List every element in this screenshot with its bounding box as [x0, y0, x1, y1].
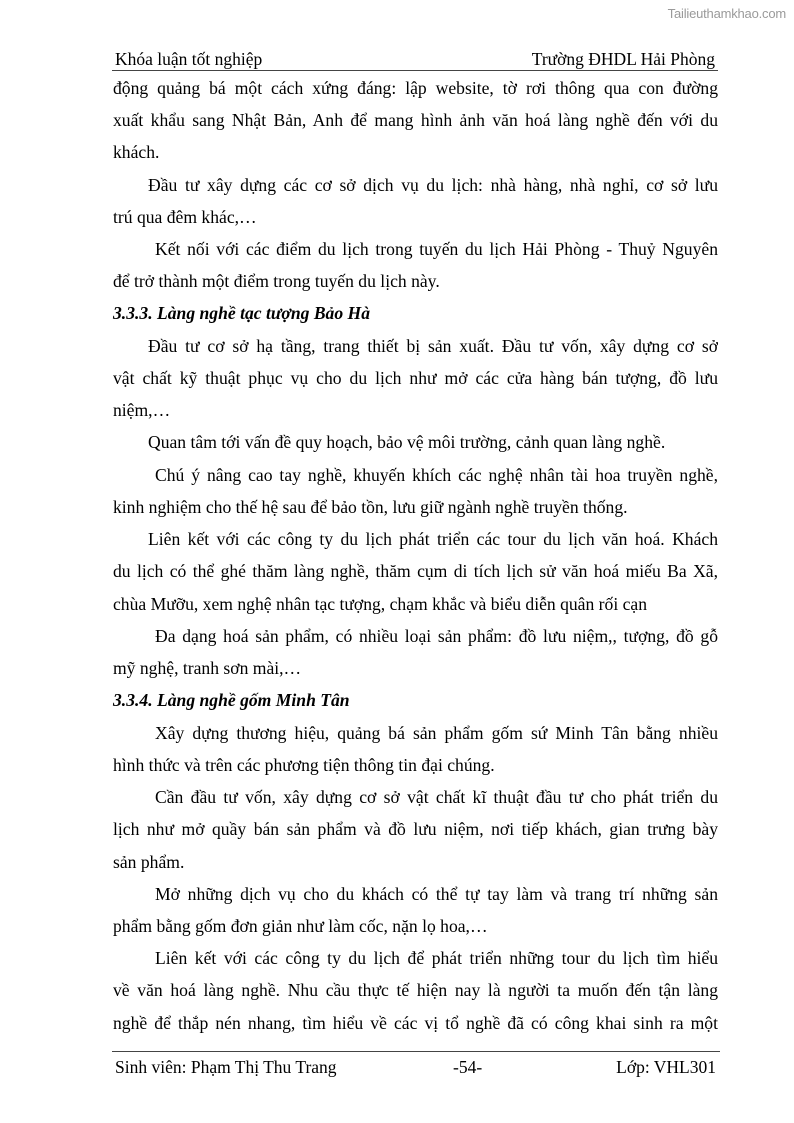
page-header [113, 48, 715, 70]
text-line: trú qua đêm khác,… [113, 207, 257, 227]
page-number: -54- [453, 1057, 483, 1077]
text-line: Đầu tư xây dựng các cơ sở dịch vụ du lịch: nhà hàng, nhà nghỉ, cơ sở lưu [148, 175, 718, 195]
footer-class: Lớp: VHL301 [616, 1057, 716, 1077]
text-line: Đa dạng hoá sản phẩm, có nhiều loại sản phẩm: đồ lưu niệm,, tượng, đồ gỗ [155, 626, 718, 646]
text-line: để trở thành một điểm trong tuyến du lịch này. [113, 271, 440, 291]
text-line: nghề để thắp nén nhang, tìm hiểu về các vị tổ nghề đã có công khai sinh ra một [113, 1013, 718, 1033]
text-line: niệm,… [113, 400, 171, 420]
text-line: kinh nghiệm cho thế hệ sau để bảo tồn, lưu giữ ngành nghề truyền thống. [113, 497, 628, 517]
page-footer [113, 1056, 718, 1078]
text-line: lịch như mở quầy bán sản phẩm và đồ lưu niệm, nơi tiếp khách, gian trưng bày [113, 819, 718, 839]
text-line: du lịch có thể ghé thăm làng nghề, thăm cụm di tích lịch sử văn hoá miếu Ba Xã, [113, 561, 718, 581]
text-line: Quan tâm tới vấn đề quy hoạch, bảo vệ môi trường, cảnh quan làng nghề. [148, 432, 666, 452]
text-line: Đầu tư cơ sở hạ tầng, trang thiết bị sản xuất. Đầu tư vốn, xây dựng cơ sở [148, 336, 718, 356]
section-heading: 3.3.4. Làng nghề gốm Minh Tân [113, 690, 350, 710]
text-line: sản phẩm. [113, 852, 185, 872]
text-line: mỹ nghệ, tranh sơn mài,… [113, 658, 302, 678]
header-thesis-label: Khóa luận tốt nghiệp [115, 49, 263, 69]
text-line: về văn hoá làng nghề. Nhu cầu thực tế hiện nay là người ta muốn đến tận làng [113, 980, 718, 1000]
section-heading: 3.3.3. Làng nghề tạc tượng Bảo Hà [113, 303, 371, 323]
text-line: Chú ý nâng cao tay nghề, khuyến khích các nghệ nhân tài hoa truyền nghề, [155, 465, 718, 485]
footer-divider [112, 1051, 720, 1052]
text-line: Cần đầu tư vốn, xây dựng cơ sở vật chất kĩ thuật đầu tư cho phát triển du [155, 787, 718, 807]
text-line: động quảng bá một cách xứng đáng: lập website, tờ rơi thông qua con đường [113, 78, 718, 98]
text-line: Kết nối với các điểm du lịch trong tuyến du lịch Hải Phòng - Thuỷ Nguyên [155, 239, 718, 259]
footer-student: Sinh viên: Phạm Thị Thu Trang [115, 1057, 337, 1077]
header-divider [112, 70, 718, 71]
text-line: phẩm bằng gốm đơn giản như làm cốc, nặn lọ hoa,… [113, 916, 488, 936]
text-line: Liên kết với các công ty du lịch phát triển các tour du lịch văn hoá. Khách [148, 529, 718, 549]
text-line: vật chất kỹ thuật phục vụ cho du lịch như mở các cửa hàng bán tượng, đồ lưu [113, 368, 718, 388]
text-line: khách. [113, 142, 160, 162]
header-university: Trường ĐHDL Hải Phòng [531, 49, 715, 69]
text-line: chùa Mưỡu, xem nghệ nhân tạc tượng, chạm khắc và biểu diễn quân rối cạn [113, 594, 648, 614]
text-line: xuất khẩu sang Nhật Bản, Anh để mang hình ảnh văn hoá làng nghề đến với du [113, 110, 718, 130]
text-line: Mở những dịch vụ cho du khách có thể tự tay làm và trang trí những sản [155, 884, 718, 904]
text-line: Xây dựng thương hiệu, quảng bá sản phẩm gốm sứ Minh Tân bằng nhiều [155, 723, 718, 743]
text-line: Liên kết với các công ty du lịch để phát triển những tour du lịch tìm hiểu [155, 948, 718, 968]
text-line: hình thức và trên các phương tiện thông tin đại chúng. [113, 755, 495, 775]
watermark: Tailieuthamkhao.com [667, 6, 786, 21]
